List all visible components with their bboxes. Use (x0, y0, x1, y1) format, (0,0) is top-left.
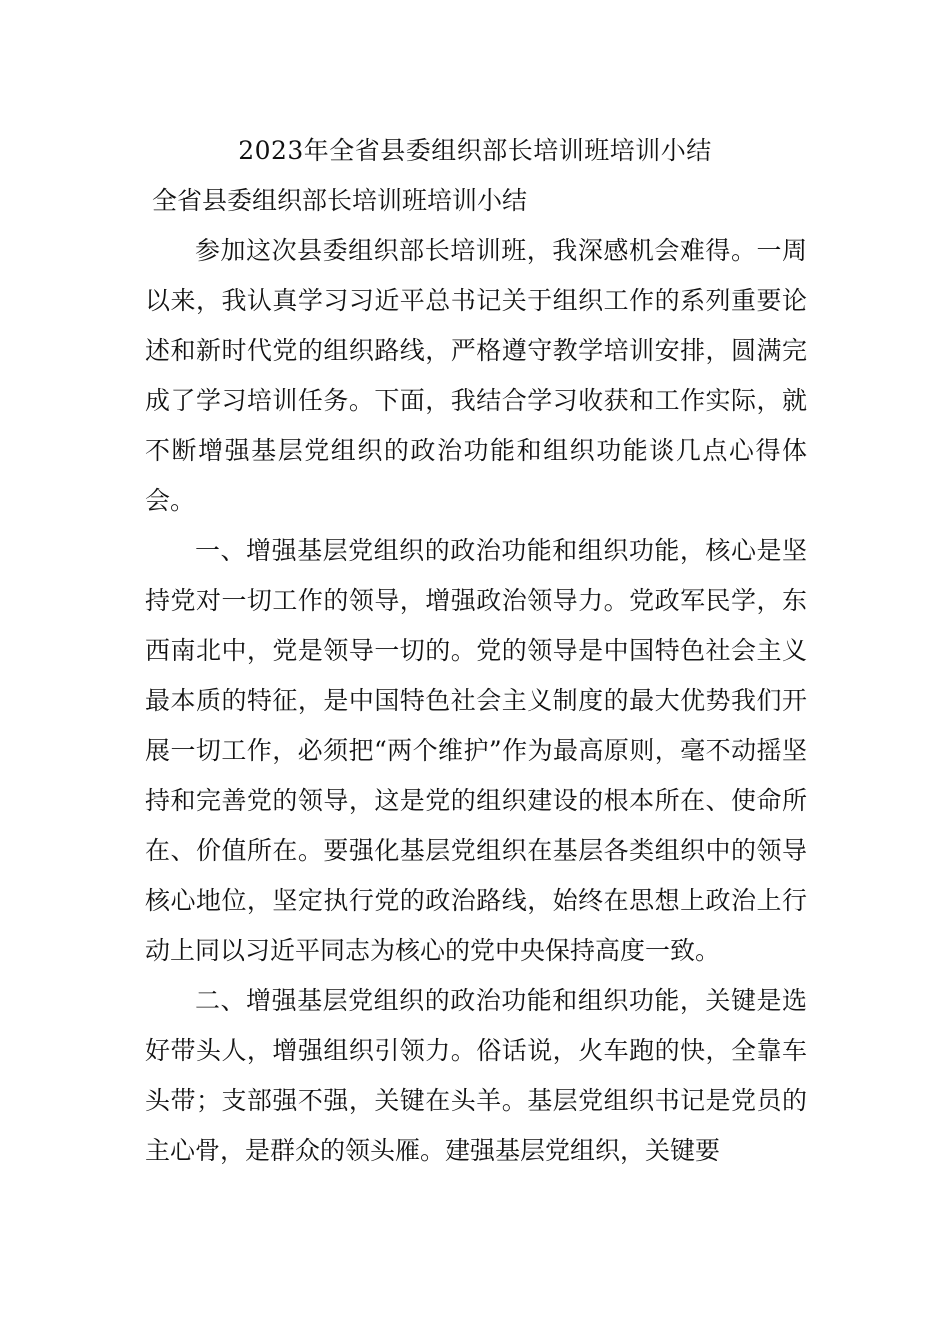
document-body (145, 226, 807, 1176)
document-title: 2023年全省县委组织部长培训班培训小结 (238, 136, 712, 165)
paragraph-intro: 参加这次县委组织部长培训班，我深感机会难得。一周以来，我认真学习习近平总书记关于组织工作的系列重要论述和新时代党的组织路线，严格遵守教学培训安排，圆满完成了学习培训任务。下面，我结合学习收获和工作实际，就不断增强基层党组织的政治功能和组织功能谈几点心得体会。 (145, 236, 807, 515)
paragraph-section-two: 二、增强基层党组织的政治功能和组织功能，关键是选好带头人，增强组织引领力。俗话说，火车跑的快，全靠车头带；支部强不强，关键在头羊。基层党组织书记是党员的主心骨，是群众的领头雁。建强基层党组织，关键要 (145, 986, 807, 1165)
document-subtitle: 全省县委组织部长培训班培训小结 (152, 186, 528, 215)
paragraph-section-one: 一、增强基层党组织的政治功能和组织功能，核心是坚持党对一切工作的领导，增强政治领导力。党政军民学，东西南北中，党是领导一切的。党的领导是中国特色社会主义最本质的特征，是中国特色社会主义制度的最大优势我们开展一切工作，必须把“两个维护”作为最高原则，毫不动摇坚持和完善党的领导，这是党的组织建设的根本所在、使命所在、价值所在。要强化基层党组织在基层各类组织中的领导核心地位，坚定执行党的政治路线，始终在思想上政治上行动上同以习近平同志为核心的党中央保持高度一致。 (145, 536, 807, 965)
